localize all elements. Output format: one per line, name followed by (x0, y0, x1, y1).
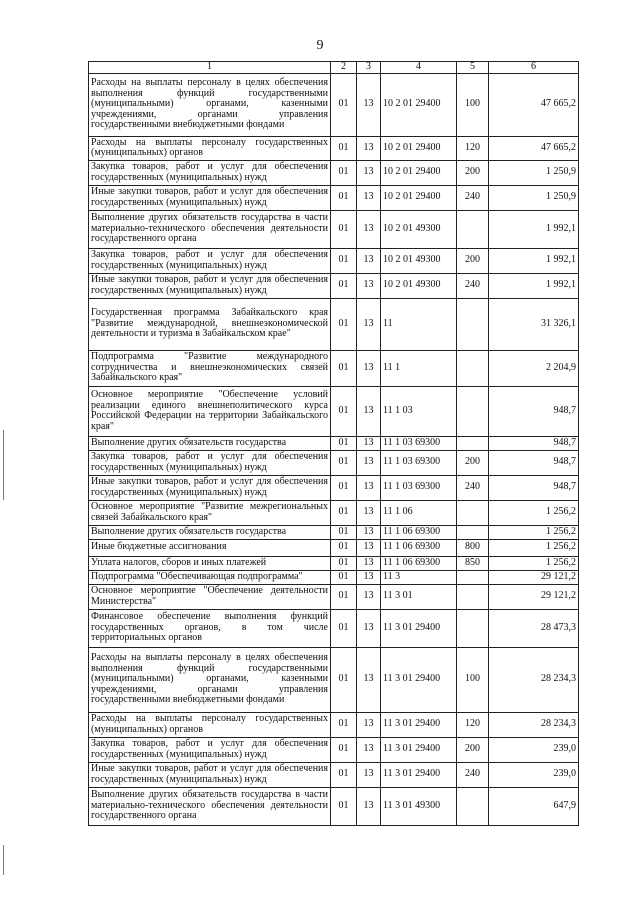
row-expense-type (457, 584, 489, 609)
row-amount: 239,0 (489, 737, 579, 762)
table-row (89, 350, 579, 386)
row-expense-type: 240 (457, 475, 489, 500)
row-name: Основное мероприятие "Развитие межрегиональных связей Забайкальского края" (89, 500, 331, 525)
row-target-code: 11 3 01 29400 (381, 762, 457, 787)
fold-mark (3, 845, 4, 875)
table-row (89, 436, 579, 450)
row-target-code: 11 1 06 69300 (381, 539, 457, 556)
table-row (89, 248, 579, 273)
table-row (89, 584, 579, 609)
row-expense-type (457, 386, 489, 436)
row-name: Расходы на выплаты персоналу государственных (муниципальных) органов (89, 136, 331, 160)
table-row (89, 737, 579, 762)
row-chapter: 01 (331, 450, 357, 475)
row-expense-type (457, 500, 489, 525)
row-target-code: 11 3 01 29400 (381, 712, 457, 737)
row-name: Финансовое обеспечение выполнения функций государственных органов, в том числе территориальных органов (89, 609, 331, 647)
row-name: Закупка товаров, работ и услуг для обеспечения государственных (муниципальных) нужд (89, 160, 331, 185)
row-section: 13 (357, 525, 381, 539)
row-name: Расходы на выплаты персоналу в целях обеспечения выполнения функций государственными (муниципальными) органами, казенными учреждениями, органами управления государственными внебюджетными фондами (89, 647, 331, 712)
table-row (89, 386, 579, 436)
row-chapter: 01 (331, 712, 357, 737)
row-name: Подпрограмма "Обеспечивающая подпрограмма" (89, 570, 331, 584)
row-name: Расходы на выплаты персоналу в целях обеспечения выполнения функций государственными (муниципальными) органами, казенными учреждениями, органами управления государственными внебюджетными фондами (89, 73, 331, 136)
table-row (89, 787, 579, 825)
row-expense-type: 200 (457, 450, 489, 475)
row-name: Расходы на выплаты персоналу государственных (муниципальных) органов (89, 712, 331, 737)
table-row (89, 570, 579, 584)
row-amount: 1 992,1 (489, 210, 579, 248)
row-target-code: 10 2 01 29400 (381, 160, 457, 185)
row-section: 13 (357, 350, 381, 386)
table-row (89, 556, 579, 570)
row-chapter: 01 (331, 160, 357, 185)
row-section: 13 (357, 570, 381, 584)
row-target-code: 11 1 03 69300 (381, 450, 457, 475)
row-amount: 31 326,1 (489, 298, 579, 350)
row-name: Иные закупки товаров, работ и услуг для обеспечения государственных (муниципальных) нужд (89, 273, 331, 298)
row-expense-type (457, 609, 489, 647)
row-name: Закупка товаров, работ и услуг для обеспечения государственных (муниципальных) нужд (89, 450, 331, 475)
table-row (89, 450, 579, 475)
row-name: Закупка товаров, работ и услуг для обеспечения государственных (муниципальных) нужд (89, 248, 331, 273)
row-chapter: 01 (331, 73, 357, 136)
row-section: 13 (357, 436, 381, 450)
row-target-code: 10 2 01 29400 (381, 185, 457, 210)
row-expense-type (457, 350, 489, 386)
budget-table (88, 61, 579, 826)
row-expense-type: 200 (457, 737, 489, 762)
row-target-code: 11 3 01 (381, 584, 457, 609)
fold-mark (3, 430, 4, 500)
table-row (89, 136, 579, 160)
row-target-code: 11 1 03 69300 (381, 436, 457, 450)
row-target-code: 11 1 03 69300 (381, 475, 457, 500)
row-expense-type (457, 436, 489, 450)
table-row (89, 525, 579, 539)
row-chapter: 01 (331, 584, 357, 609)
table-row (89, 762, 579, 787)
row-chapter: 01 (331, 762, 357, 787)
page-number: 9 (316, 38, 324, 53)
row-chapter: 01 (331, 386, 357, 436)
row-target-code: 10 2 01 49300 (381, 210, 457, 248)
row-amount: 1 250,9 (489, 185, 579, 210)
row-name: Подпрограмма "Развитие международного сотрудничества и внешнеэкономических связей Забайкальского края" (89, 350, 331, 386)
row-expense-type: 100 (457, 647, 489, 712)
row-name: Иные закупки товаров, работ и услуг для обеспечения государственных (муниципальных) нужд (89, 762, 331, 787)
row-amount: 29 121,2 (489, 584, 579, 609)
row-amount: 47 665,2 (489, 73, 579, 136)
row-amount: 1 250,9 (489, 160, 579, 185)
row-name: Уплата налогов, сборов и иных платежей (89, 556, 331, 570)
table-row (89, 475, 579, 500)
row-amount: 1 256,2 (489, 539, 579, 556)
row-chapter: 01 (331, 298, 357, 350)
row-name: Выполнение других обязательств государства в части материально-технического обеспечения деятельности государственного органа (89, 787, 331, 825)
row-name: Выполнение других обязательств государства в части материально-технического обеспечения деятельности государственного органа (89, 210, 331, 248)
row-target-code: 11 3 01 29400 (381, 647, 457, 712)
row-name: Иные закупки товаров, работ и услуг для обеспечения государственных (муниципальных) нужд (89, 185, 331, 210)
table-row (89, 185, 579, 210)
row-section: 13 (357, 737, 381, 762)
row-section: 13 (357, 73, 381, 136)
table-row (89, 298, 579, 350)
row-chapter: 01 (331, 136, 357, 160)
row-chapter: 01 (331, 350, 357, 386)
row-chapter: 01 (331, 185, 357, 210)
column-header: 1 (89, 62, 331, 74)
row-target-code: 11 1 (381, 350, 457, 386)
column-header: 3 (357, 62, 381, 74)
row-amount: 2 204,9 (489, 350, 579, 386)
row-amount: 948,7 (489, 386, 579, 436)
row-name: Государственная программа Забайкальского края "Развитие международной, внешнеэкономической деятельности и туризма в Забайкальском крае" (89, 298, 331, 350)
row-name: Основное мероприятие "Обеспечение условий реализации единого внешнеполитического курса Российской Федерации на территории Забайкальского края" (89, 386, 331, 436)
row-section: 13 (357, 712, 381, 737)
row-section: 13 (357, 273, 381, 298)
row-target-code: 10 2 01 29400 (381, 73, 457, 136)
row-name: Основное мероприятие "Обеспечение деятельности Министерства" (89, 584, 331, 609)
row-target-code: 10 2 01 29400 (381, 136, 457, 160)
row-section: 13 (357, 136, 381, 160)
table-body (89, 73, 579, 825)
row-chapter: 01 (331, 609, 357, 647)
row-section: 13 (357, 475, 381, 500)
row-chapter: 01 (331, 436, 357, 450)
row-expense-type: 100 (457, 73, 489, 136)
row-amount: 28 234,3 (489, 647, 579, 712)
row-target-code: 10 2 01 49300 (381, 248, 457, 273)
row-target-code: 11 3 (381, 570, 457, 584)
row-chapter: 01 (331, 787, 357, 825)
row-section: 13 (357, 556, 381, 570)
table-row (89, 647, 579, 712)
row-chapter: 01 (331, 570, 357, 584)
row-target-code: 11 (381, 298, 457, 350)
row-section: 13 (357, 539, 381, 556)
row-chapter: 01 (331, 556, 357, 570)
column-header: 2 (331, 62, 357, 74)
table-row (89, 73, 579, 136)
row-chapter: 01 (331, 525, 357, 539)
row-amount: 948,7 (489, 450, 579, 475)
row-chapter: 01 (331, 273, 357, 298)
row-name: Выполнение других обязательств государства (89, 436, 331, 450)
row-amount: 28 473,3 (489, 609, 579, 647)
table-row (89, 609, 579, 647)
row-expense-type: 240 (457, 762, 489, 787)
row-target-code: 11 3 01 29400 (381, 737, 457, 762)
row-section: 13 (357, 762, 381, 787)
column-header: 5 (457, 62, 489, 74)
row-name: Иные бюджетные ассигнования (89, 539, 331, 556)
row-section: 13 (357, 647, 381, 712)
row-name: Закупка товаров, работ и услуг для обеспечения государственных (муниципальных) нужд (89, 737, 331, 762)
row-section: 13 (357, 185, 381, 210)
row-target-code: 11 1 06 (381, 500, 457, 525)
row-section: 13 (357, 298, 381, 350)
row-chapter: 01 (331, 539, 357, 556)
row-section: 13 (357, 210, 381, 248)
table-row (89, 712, 579, 737)
row-chapter: 01 (331, 475, 357, 500)
row-amount: 1 256,2 (489, 500, 579, 525)
row-target-code: 11 1 06 69300 (381, 556, 457, 570)
row-expense-type (457, 210, 489, 248)
row-expense-type (457, 525, 489, 539)
table-row (89, 160, 579, 185)
row-expense-type (457, 298, 489, 350)
row-amount: 29 121,2 (489, 570, 579, 584)
row-expense-type: 240 (457, 273, 489, 298)
row-expense-type: 200 (457, 160, 489, 185)
row-expense-type: 850 (457, 556, 489, 570)
row-amount: 47 665,2 (489, 136, 579, 160)
row-expense-type: 120 (457, 136, 489, 160)
row-section: 13 (357, 609, 381, 647)
row-amount: 1 992,1 (489, 248, 579, 273)
row-target-code: 11 1 03 (381, 386, 457, 436)
row-section: 13 (357, 386, 381, 436)
row-chapter: 01 (331, 210, 357, 248)
row-section: 13 (357, 450, 381, 475)
row-amount: 647,9 (489, 787, 579, 825)
row-amount: 948,7 (489, 436, 579, 450)
row-target-code: 10 2 01 49300 (381, 273, 457, 298)
table-row (89, 500, 579, 525)
row-target-code: 11 3 01 49300 (381, 787, 457, 825)
row-expense-type (457, 787, 489, 825)
row-chapter: 01 (331, 248, 357, 273)
row-chapter: 01 (331, 500, 357, 525)
table-row (89, 273, 579, 298)
row-amount: 28 234,3 (489, 712, 579, 737)
column-header: 4 (381, 62, 457, 74)
row-section: 13 (357, 248, 381, 273)
row-section: 13 (357, 500, 381, 525)
row-chapter: 01 (331, 647, 357, 712)
row-name: Выполнение других обязательств государства (89, 525, 331, 539)
row-expense-type: 240 (457, 185, 489, 210)
row-expense-type (457, 570, 489, 584)
row-amount: 1 256,2 (489, 525, 579, 539)
row-expense-type: 200 (457, 248, 489, 273)
row-section: 13 (357, 160, 381, 185)
table-header-row (89, 62, 579, 74)
row-chapter: 01 (331, 737, 357, 762)
row-expense-type: 120 (457, 712, 489, 737)
row-section: 13 (357, 584, 381, 609)
table-row (89, 539, 579, 556)
row-target-code: 11 3 01 29400 (381, 609, 457, 647)
row-name: Иные закупки товаров, работ и услуг для обеспечения государственных (муниципальных) нужд (89, 475, 331, 500)
row-amount: 1 992,1 (489, 273, 579, 298)
row-section: 13 (357, 787, 381, 825)
column-header: 6 (489, 62, 579, 74)
row-amount: 239,0 (489, 762, 579, 787)
row-amount: 1 256,2 (489, 556, 579, 570)
row-target-code: 11 1 06 69300 (381, 525, 457, 539)
table-row (89, 210, 579, 248)
row-expense-type: 800 (457, 539, 489, 556)
row-amount: 948,7 (489, 475, 579, 500)
